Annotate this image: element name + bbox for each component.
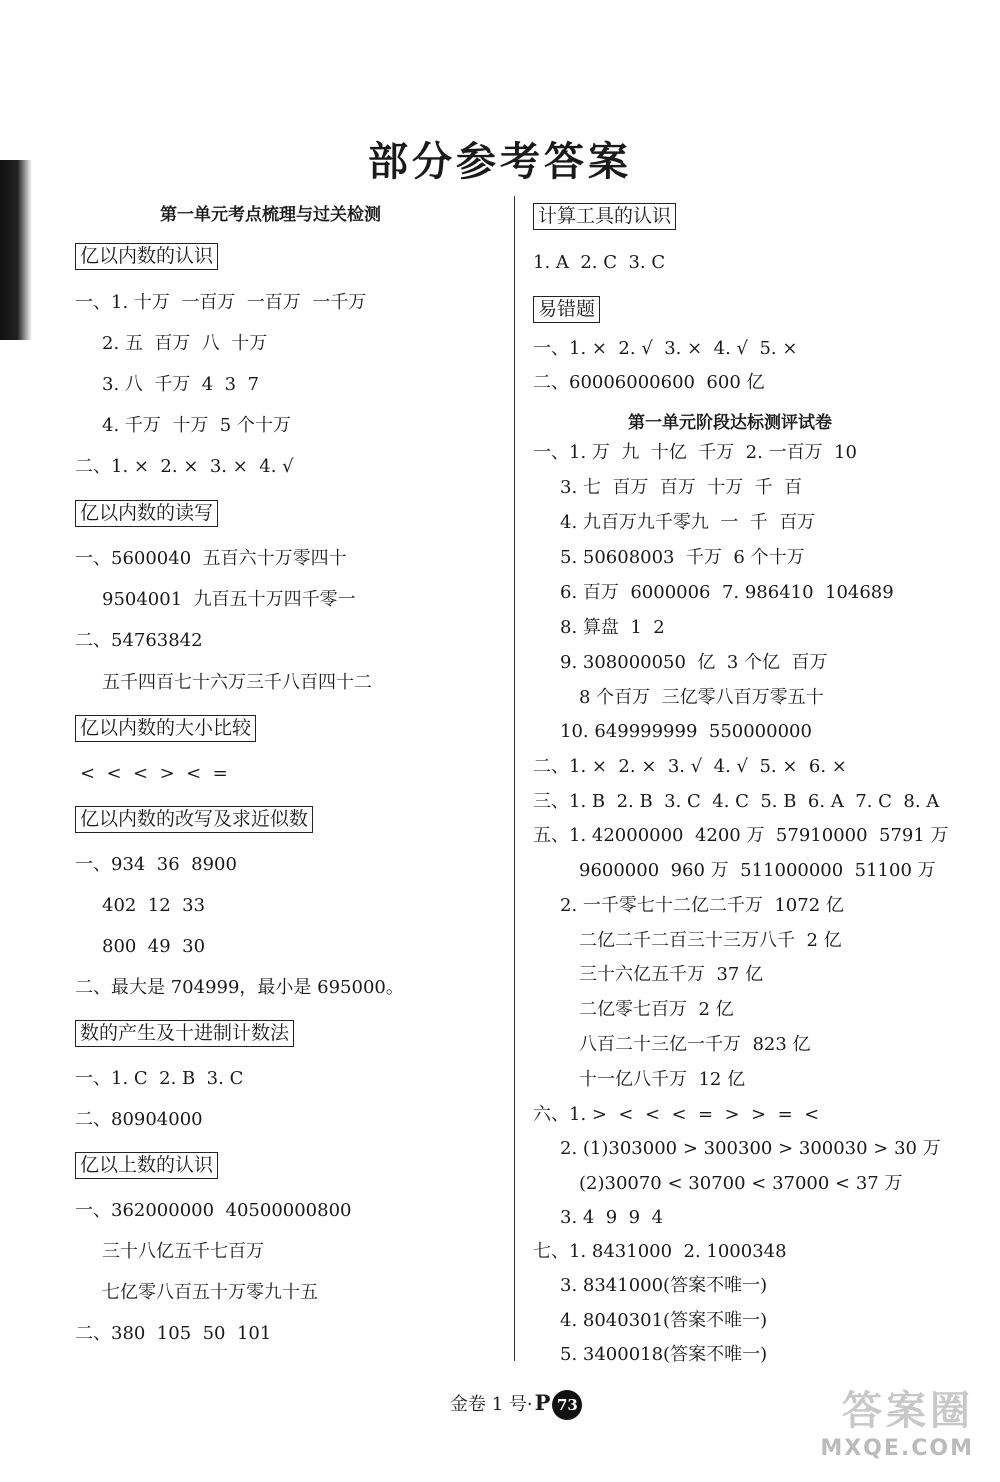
answer-line: 402 12 33 xyxy=(102,895,206,916)
answer-line: 800 49 30 xyxy=(102,936,206,957)
footer-label: 金卷 1 号· xyxy=(450,1394,533,1415)
answer-line: 3. 4 9 9 4 xyxy=(560,1207,664,1228)
answer-line: 二亿零七百万 2 亿 xyxy=(579,999,734,1020)
answer-line: 3. 七 百万 百万 十万 千 百 xyxy=(560,477,803,498)
answer-line: 一、5600040 五百六十万零四十 xyxy=(75,548,347,569)
answer-line: 2. 五 百万 八 十万 xyxy=(102,333,268,354)
column-divider xyxy=(514,196,515,1361)
answer-line: 8. 算盘 1 2 xyxy=(560,617,665,638)
footer-p: P xyxy=(534,1390,551,1415)
answer-line: 七、1. 8431000 2. 1000348 xyxy=(533,1241,787,1262)
answer-line: 二、380 105 50 101 xyxy=(75,1323,272,1344)
answer-line: 一、362000000 40500000800 xyxy=(75,1200,352,1221)
unit-heading-left: 第一单元考点梳理与过关检测 xyxy=(160,205,381,225)
answer-line: 1. A 2. C 3. C xyxy=(533,252,666,273)
page-edge-mark xyxy=(0,160,32,340)
section-box: 亿以内数的大小比较 xyxy=(75,715,256,742)
watermark-url: MXQE.COM xyxy=(820,1436,974,1461)
section-box: 亿以内数的改写及求近似数 xyxy=(75,806,313,833)
answer-line: 9504001 九百五十万四千零一 xyxy=(102,589,356,610)
page-title: 部分参考答案 xyxy=(368,138,632,185)
answer-line: 五千四百七十六万三千八百四十二 xyxy=(102,672,372,693)
answer-line: (2)30070 < 30700 < 37000 < 37 万 xyxy=(579,1173,903,1194)
answer-line: 4. 千万 十万 5 个十万 xyxy=(102,415,291,436)
page-footer xyxy=(450,1390,582,1420)
answer-line: 八百二十三亿一千万 823 亿 xyxy=(579,1034,811,1055)
answer-line: 三十八亿五千七百万 xyxy=(102,1241,264,1262)
section-box: 亿以内数的认识 xyxy=(75,243,218,270)
answer-line: < < < > < = xyxy=(80,763,228,784)
answer-line: 一、1. × 2. √ 3. × 4. √ 5. × xyxy=(533,338,798,359)
section-box: 数的产生及十进制计数法 xyxy=(75,1020,294,1047)
answer-line: 二、1. × 2. × 3. √ 4. √ 5. × 6. × xyxy=(533,756,847,777)
answer-line: 8 个百万 三亿零八百万零五十 xyxy=(579,687,824,708)
section-box: 易错题 xyxy=(533,296,600,323)
answer-line: 一、1. 十万 一百万 一百万 一千万 xyxy=(75,292,367,313)
answer-line: 3. 八 千万 4 3 7 xyxy=(102,374,260,395)
answer-line: 三、1. B 2. B 3. C 4. C 5. B 6. A 7. C 8. A xyxy=(533,791,940,812)
page-number-badge: 73 xyxy=(552,1390,582,1420)
answer-line: 五、1. 42000000 4200 万 57910000 5791 万 xyxy=(533,825,949,846)
section-box: 计算工具的认识 xyxy=(533,203,676,230)
answer-line: 六、1. > < < < = > > = < xyxy=(533,1104,820,1125)
answer-line: 一、1. 万 九 十亿 千万 2. 一百万 10 xyxy=(533,442,857,463)
answer-line: 二、54763842 xyxy=(75,630,203,651)
section-box: 亿以内数的读写 xyxy=(75,500,218,527)
answer-line: 二、1. × 2. × 3. × 4. √ xyxy=(75,456,294,477)
answer-line: 6. 百万 6000006 7. 986410 104689 xyxy=(560,582,894,603)
answer-line: 2. (1)303000 > 300300 > 300030 > 30 万 xyxy=(560,1138,941,1159)
answer-line: 二、60006000600 600 亿 xyxy=(533,372,765,393)
answer-line: 5. 50608003 千万 6 个十万 xyxy=(560,547,805,568)
answer-line: 9600000 960 万 511000000 51100 万 xyxy=(579,860,936,881)
answer-line: 二、80904000 xyxy=(75,1109,203,1130)
answer-line: 三十六亿五千万 37 亿 xyxy=(579,964,764,985)
answer-line: 9. 308000050 亿 3 个亿 百万 xyxy=(560,652,828,673)
answer-line: 一、1. C 2. B 3. C xyxy=(75,1068,244,1089)
answer-line: 4. 8040301(答案不唯一) xyxy=(560,1310,768,1331)
answer-line: 2. 一千零七十二亿二千万 1072 亿 xyxy=(560,895,844,916)
answer-line: 二、最大是 704999，最小是 695000。 xyxy=(75,977,404,998)
watermark-logo: 答案圈 xyxy=(842,1388,974,1434)
answer-line: 七亿零八百五十万零九十五 xyxy=(102,1282,318,1303)
answer-line: 5. 3400018(答案不唯一) xyxy=(560,1344,768,1365)
answer-line: 4. 九百万九千零九 一 千 百万 xyxy=(560,512,816,533)
answer-line: 一、934 36 8900 xyxy=(75,854,237,875)
unit-heading-right: 第一单元阶段达标测评试卷 xyxy=(628,413,832,433)
answer-line: 十一亿八千万 12 亿 xyxy=(579,1069,746,1090)
answer-line: 10. 649999999 550000000 xyxy=(560,721,812,742)
answer-line: 二亿二千二百三十三万八千 2 亿 xyxy=(579,930,842,951)
answer-line: 3. 8341000(答案不唯一) xyxy=(560,1275,768,1296)
section-box: 亿以上数的认识 xyxy=(75,1152,218,1179)
